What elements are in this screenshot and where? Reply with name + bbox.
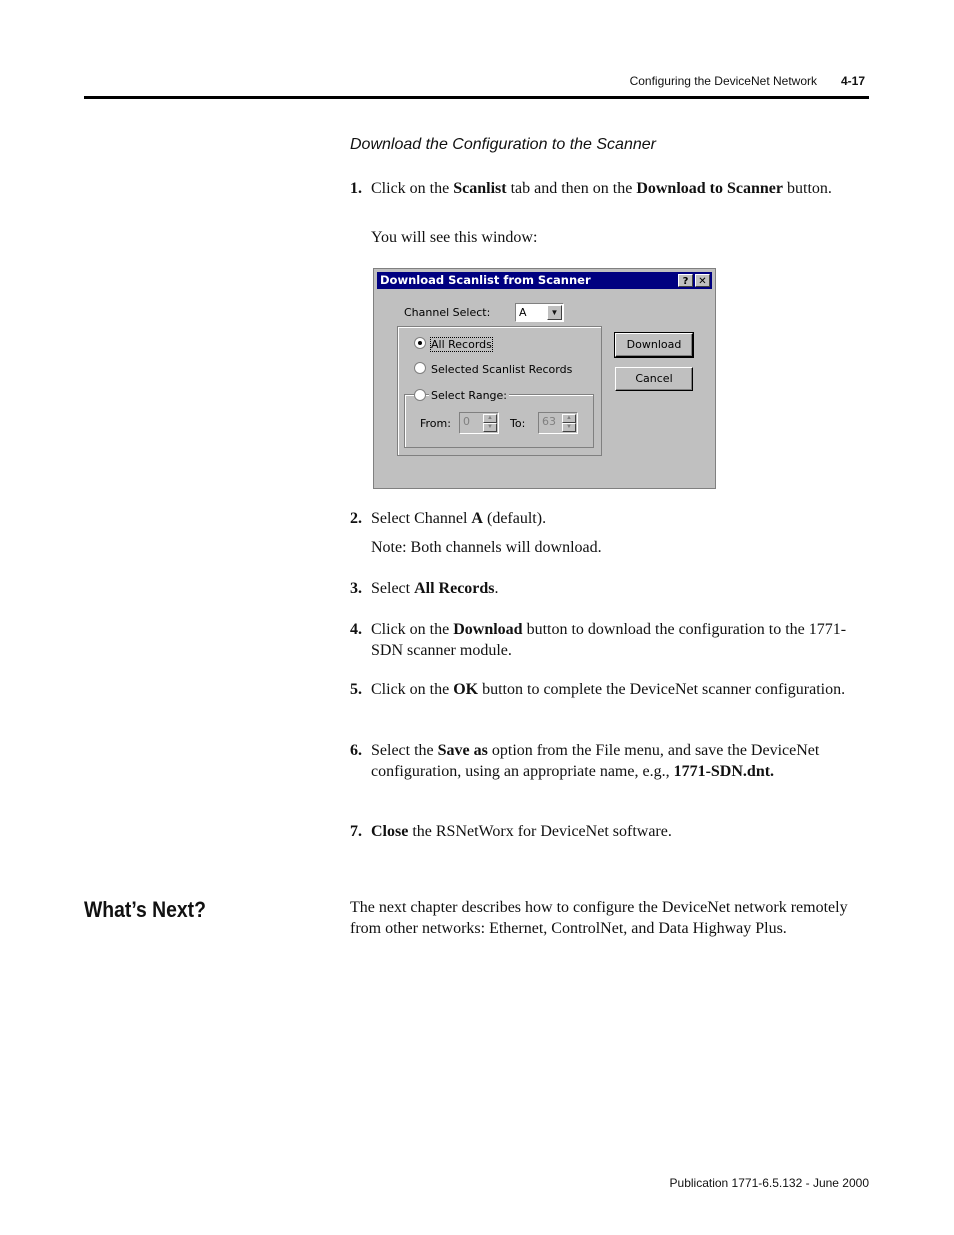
whats-next-body: The next chapter describes how to configure the DeviceNet network remotely from other networks: Ethernet, ControlNet, and Data Highway Plus. [350, 899, 848, 937]
spin-up-icon[interactable]: ▲ [562, 414, 576, 423]
chapter-title: Configuring the DeviceNet Network [629, 74, 817, 88]
from-spinner[interactable] [459, 412, 499, 434]
step-4 [350, 620, 870, 661]
radio-select-range-label: Select Range: [431, 389, 508, 402]
step-number: 5. [350, 681, 362, 698]
step-2-note: Note: Both channels will download. [371, 539, 602, 556]
channel-select-combo[interactable] [515, 303, 564, 322]
radio-selected-records[interactable] [414, 362, 426, 374]
to-spinner[interactable] [538, 412, 578, 434]
radio-selected-records-label: Selected Scanlist Records [431, 363, 573, 376]
step-1-note: You will see this window: [371, 229, 538, 246]
spin-up-icon[interactable]: ▲ [483, 414, 497, 423]
download-button[interactable]: Download [615, 333, 693, 357]
step-text: Click on the Download button to download the configuration to the 1771-SDN scanner module. [371, 621, 847, 659]
step-7 [350, 822, 870, 843]
step-text: Close the RSNetWorx for DeviceNet software. [371, 823, 672, 840]
from-label: From: [420, 417, 451, 430]
dialog-title-bar [377, 272, 712, 289]
step-5 [350, 680, 870, 701]
help-button[interactable]: ? [678, 274, 693, 287]
step-number: 1. [350, 180, 362, 197]
step-3 [350, 579, 870, 600]
radio-all-records-label: All Records [431, 338, 492, 351]
publication-footer: Publication 1771-6.5.132 - June 2000 [669, 1176, 869, 1190]
page-header [0, 74, 954, 94]
radio-select-range[interactable] [414, 389, 426, 401]
cancel-button[interactable]: Cancel [615, 367, 693, 391]
step-number: 7. [350, 823, 362, 840]
page-number: 4-17 [840, 74, 865, 88]
channel-select-value: A [519, 306, 527, 319]
to-label: To: [510, 417, 526, 430]
channel-select-label: Channel Select: [404, 306, 491, 319]
from-value: 0 [463, 415, 470, 428]
step-2 [350, 509, 870, 530]
spin-down-icon[interactable]: ▼ [562, 423, 576, 432]
chevron-down-icon[interactable]: ▼ [547, 305, 562, 320]
step-text: Select the Save as option from the File menu, and save the DeviceNet configuration, using an appropriate name, e.g., 1771-SDN.dnt. [371, 742, 820, 780]
step-text: Select Channel A (default). [371, 510, 547, 527]
radio-all-records[interactable] [414, 337, 426, 349]
step-number: 6. [350, 742, 362, 759]
spin-down-icon[interactable]: ▼ [483, 423, 497, 432]
step-6 [350, 741, 870, 782]
header-rule [84, 96, 869, 99]
close-button[interactable]: ✕ [695, 274, 710, 287]
whats-next-heading: What’s Next? [84, 897, 206, 922]
step-text: Click on the OK button to complete the DeviceNet scanner configuration. [371, 681, 846, 698]
step-number: 3. [350, 580, 362, 597]
step-number: 2. [350, 510, 362, 527]
section-subheading: Download the Configuration to the Scanner [350, 136, 656, 153]
to-value: 63 [542, 415, 556, 428]
dialog-title: Download Scanlist from Scanner [380, 273, 591, 287]
step-text: Click on the Scanlist tab and then on the Download to Scanner button. [371, 180, 832, 197]
step-1 [350, 179, 870, 200]
step-number: 4. [350, 621, 362, 638]
step-text: Select All Records. [371, 580, 499, 597]
